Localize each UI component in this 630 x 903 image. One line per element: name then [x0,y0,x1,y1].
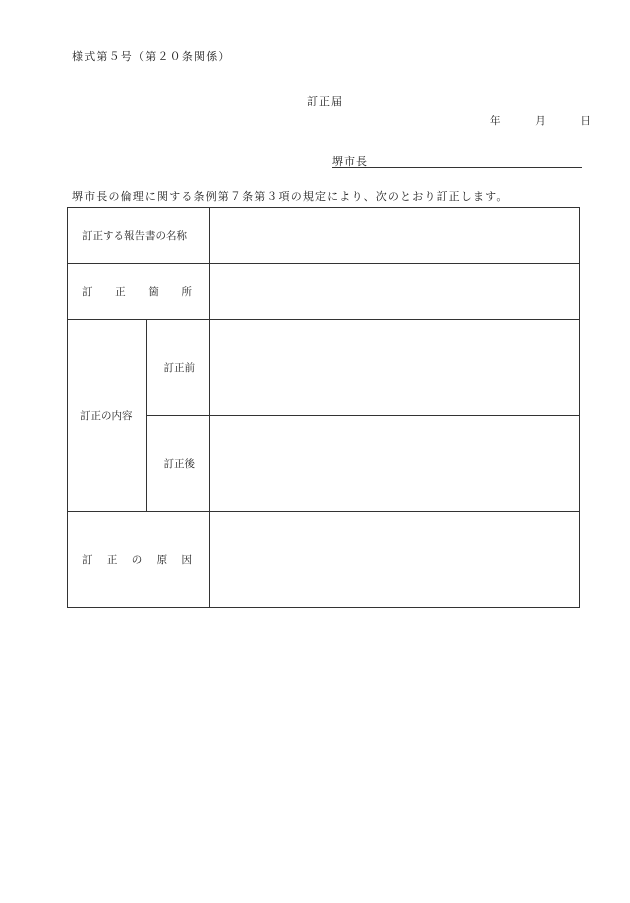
addressee: 堺市長 [332,153,582,168]
location-char: 箇 [148,286,159,298]
location-field[interactable] [210,264,580,320]
report-name-label: 訂正する報告書の名称 [68,208,210,264]
location-char: 正 [115,286,126,298]
before-field[interactable] [210,320,580,416]
cause-field[interactable] [210,512,580,608]
day-label: 日 [580,115,591,127]
location-char: 訂 [82,286,93,298]
after-label: 訂正後 [147,416,210,512]
cause-char: 原 [156,554,168,566]
report-name-field[interactable] [210,208,580,264]
cause-char: 訂 [82,554,93,566]
date-line [490,113,591,128]
table-row [68,512,580,608]
cause-label [68,512,210,608]
location-char: 所 [181,286,192,298]
cause-char: 正 [106,554,118,566]
year-label: 年 [490,115,501,127]
before-label: 訂正前 [147,320,210,416]
after-field[interactable] [210,416,580,512]
content-label: 訂正の内容 [68,320,147,512]
intro-text: 堺市長の倫理に関する条例第７条第３項の規定により、次のとおり訂正します。 [72,190,509,203]
correction-table [67,207,580,608]
table-row [68,264,580,320]
cause-char: の [131,554,143,566]
cause-char: 因 [181,554,192,566]
document-title: 訂正届 [307,95,343,108]
location-label [68,264,210,320]
form-number: 様式第５号（第２０条関係） [72,50,231,63]
month-label: 月 [535,115,546,127]
table-row [68,208,580,264]
table-row [68,320,580,416]
